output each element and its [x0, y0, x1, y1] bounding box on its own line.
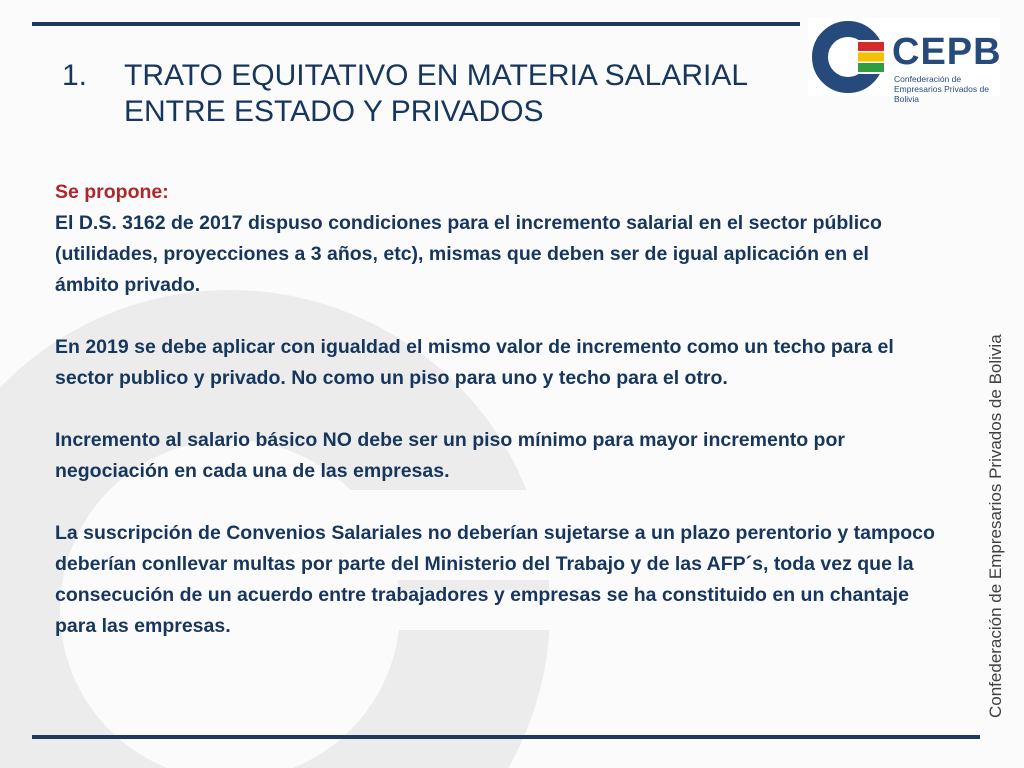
side-caption: Confederación de Empresarios Privados de Bolivia [986, 334, 1005, 718]
paragraph-2: En 2019 se debe aplicar con igualdad el mismo valor de incremento como un techo para el sector publico y privado. No como un piso para uno y techo para el otro. [55, 336, 894, 389]
lead-label: Se propone: [55, 181, 169, 203]
cepb-logo-mark [808, 18, 888, 96]
bottom-rule [32, 735, 980, 739]
slide-title: TRATO EQUITATIVO EN MATERIA SALARIAL ENTRE ESTADO Y PRIVADOS [124, 59, 747, 128]
cepb-logo [808, 18, 1002, 104]
paragraph-3: Incremento al salario básico NO debe ser un piso mínimo para mayor incremento por negociación en cada una de las empresas. [55, 429, 845, 482]
paragraph-4: La suscripción de Convenios Salariales no deberían sujetarse a un plazo perentorio y tampoco deberían conllevar multas por parte del Ministerio del Trabajo y de las AFP´s, toda vez que la consecución de un acuerdo entre trabajadores y empresas se ha constituido en un chantaje para las empresas. [55, 522, 935, 637]
logo-wordmark: CEPB [892, 31, 1002, 73]
logo-subtitle: Confederación de Empresarios Privados de Bolivia [894, 74, 989, 104]
paragraph-1: El D.S. 3162 de 2017 dispuso condiciones para el incremento salarial en el sector público (utilidades, proyecciones a 3 años, etc), mismas que deben ser de igual aplicación en el ámbito privado. [55, 212, 882, 296]
top-rule [32, 22, 800, 26]
body-content [55, 177, 935, 673]
title-number: 1. [62, 59, 88, 92]
